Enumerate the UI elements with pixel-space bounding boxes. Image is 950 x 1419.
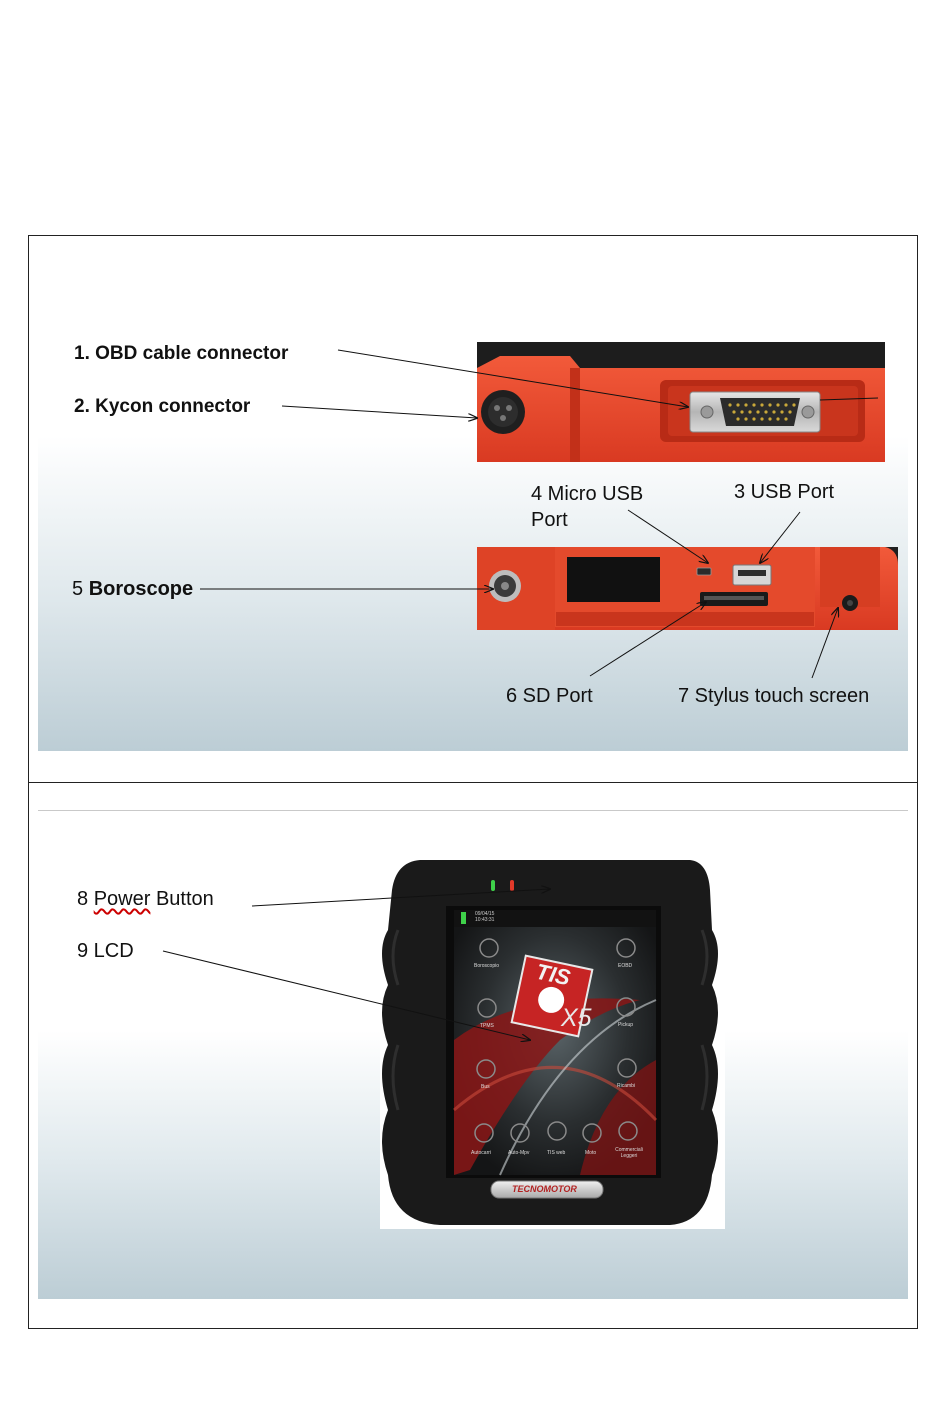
label-power-word: Power — [93, 888, 151, 910]
label-sd-port: 6 SD Port — [506, 685, 593, 707]
app-label-eobd[interactable]: EOBD — [618, 963, 633, 969]
app-label-pickup[interactable]: Pickup — [618, 1022, 634, 1028]
label-kycon-connector: 2. Kycon connector — [74, 396, 251, 417]
label-lcd: 9 LCD — [77, 940, 134, 962]
app-label-autocarri[interactable]: Autocarri — [471, 1150, 492, 1156]
app-label-bus[interactable]: Bus — [481, 1084, 490, 1090]
app-label-moto[interactable]: Moto — [585, 1150, 597, 1156]
label-stylus: 7 Stylus touch screen — [678, 685, 870, 707]
status-date: 09/04/15 — [475, 911, 495, 917]
tis-logo: TIS — [533, 958, 573, 991]
label-micro-usb-line2: Port — [531, 509, 568, 531]
label-power-button — [77, 887, 214, 911]
model-x5: X5 — [561, 1004, 592, 1032]
label-power-button-word: Button — [150, 888, 214, 910]
app-label-ricambi[interactable]: Ricambi — [617, 1083, 636, 1089]
app-label-boroscopio[interactable]: Boroscopio — [474, 963, 500, 969]
label-usb-port: 3 USB Port — [734, 481, 835, 503]
status-time: 10:43:31 — [475, 917, 495, 923]
photo-obd-kycon — [477, 342, 885, 462]
label-boroscope — [72, 577, 193, 601]
label-obd-connector: 1. OBD cable connector — [74, 343, 289, 364]
photo-device — [380, 857, 725, 1229]
label-boroscope-number: 5 — [72, 578, 89, 600]
label-micro-usb-line1: 4 Micro USB — [531, 483, 644, 505]
label-boroscope-word: Boroscope — [88, 578, 194, 600]
label-power-number: 8 — [77, 888, 94, 910]
app-label-tis-web[interactable]: TIS web — [547, 1150, 566, 1156]
app-label-auto-mpv[interactable]: Auto-Mpv — [508, 1150, 530, 1156]
app-label-tpms[interactable]: TPMS — [480, 1023, 494, 1029]
brand-plate-text: TECNOMOTOR — [512, 1184, 577, 1194]
app-label-commerciali[interactable]: Commerciali Leggeri — [615, 1147, 643, 1159]
